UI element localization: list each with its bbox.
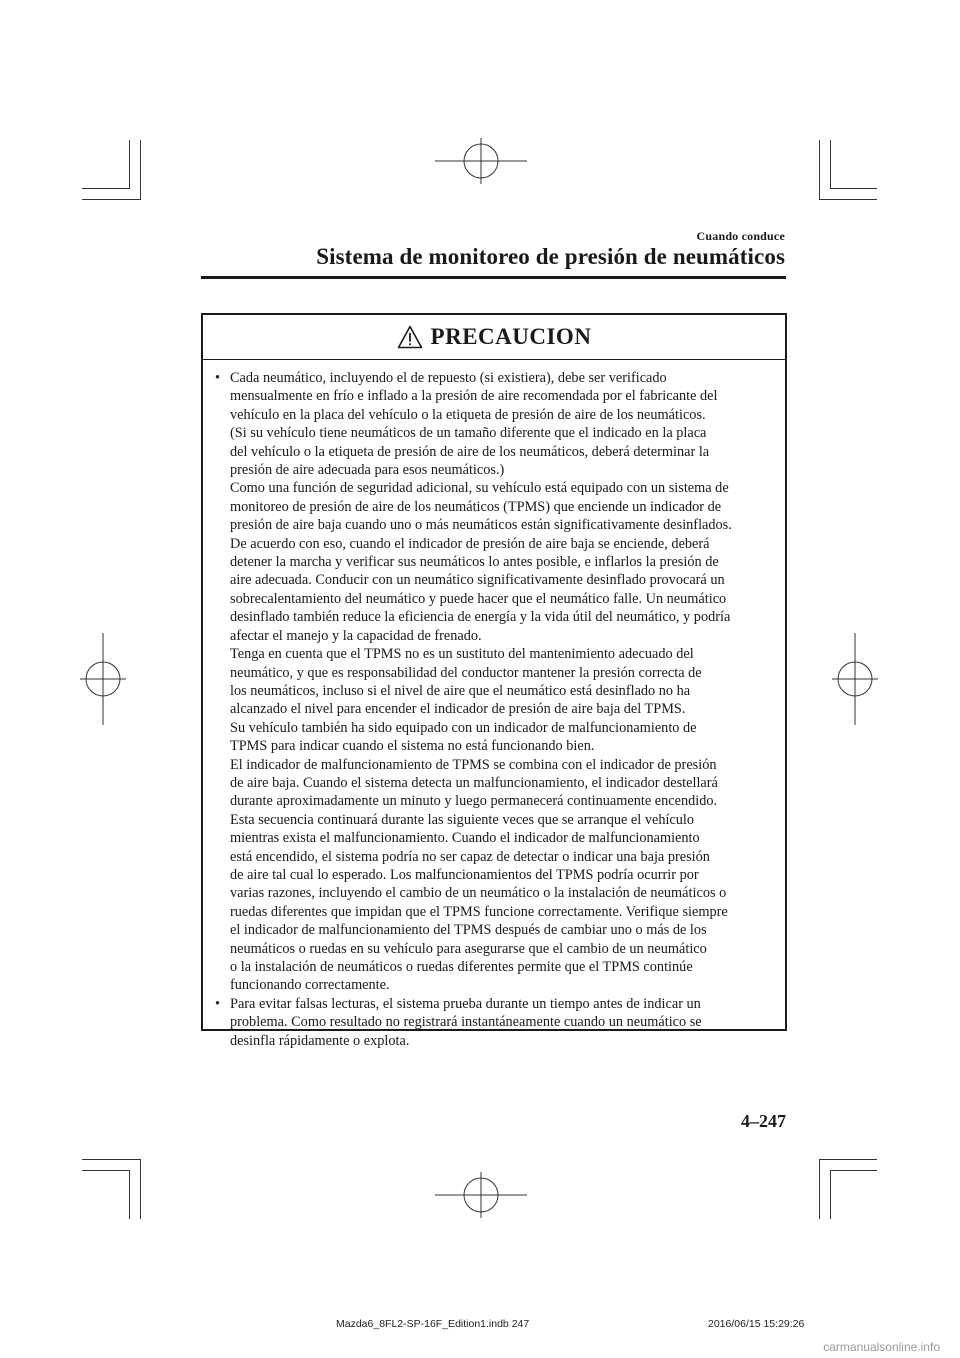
bullet-dot-icon: •	[215, 995, 221, 1012]
registration-mark-right-icon	[832, 633, 878, 725]
caution-item	[215, 369, 771, 995]
registration-mark-bottom-icon	[435, 1172, 527, 1218]
page-title: Sistema de monitoreo de presión de neumáticos	[316, 244, 785, 269]
page-number: 4–247	[741, 1111, 786, 1131]
caution-title: PRECAUCION	[430, 324, 592, 349]
caution-box	[201, 313, 787, 1049]
caution-item	[215, 995, 771, 1050]
caution-item-text: Cada neumático, incluyendo el de repuesto (si existiera), debe ser verificado mensualmente en frío e inflado a la presión de aire recomendada por el fabricante del vehículo en la placa del vehículo o la etiqueta de presión de aire de los neumáticos. (Si su vehículo tiene neumáticos de un tamaño diferente que el indicado en la placa del vehículo o la etiqueta de presión de aire de los neumáticos, deberá determinar la presión de aire adecuada para esos neumáticos.) Como una función de seguridad adicional, su vehículo está equipado con un sistema de monitoreo de presión de aire de los neumáticos (TPMS) que enciende un indicador de presión de aire baja cuando uno o más neumáticos están significativamente desinflados. De acuerdo con eso, cuando el indicador de presión de aire baja se enciende, deberá detener la marcha y verificar sus neumáticos lo antes posible, e inflarlos la presión de aire adecuada. Conducir con un neumático significativamente desinflado provocará un sobrecalentamiento del neumático y puede hacer que el neumático falle. Un neumático desinflado también reduce la eficiencia de energía y la vida útil del neumático, y podría afectar el manejo y la capacidad de frenado. Tenga en cuenta que el TPMS no es un sustituto del mantenimiento adecuado del neumático, y que es responsabilidad del conductor mantener la presión correcta de los neumáticos, incluso si el nivel de aire que el neumático está desinflado no ha alcanzado el nivel para encender el indicador de presión de aire baja del TPMS. Su vehículo también ha sido equipado con un indicador de malfuncionamiento de TPMS para indicar cuando el sistema no está funcionando bien. El indicador de malfuncionamiento de TPMS se combina con el indicador de presión de aire baja. Cuando el sistema detecta un malfuncionamiento, el indicador destellará durante aproximadamente un minuto y luego permanecerá continuamente encendido. Esta secuencia continuará durante las siguiente veces que se arranque el vehículo mientras exista el malfuncionamiento. Cuando el indicador de malfuncionamiento está encendido, el sistema podría no ser capaz de detectar o indicar una baja presión de aire tal cual lo esperado. Los malfuncionamientos del TPMS podría ocurrir por varias razones, incluyendo el cambio de un neumático o la instalación de neumáticos o ruedas diferentes que impidan que el TPMS funcione correctamente. Verifique siempre el indicador de malfuncionamiento del TPMS después de cambiar uno o más de los neumáticos o ruedas en su vehículo para asegurarse que el cambio de un neumático o la instalación de neumáticos o ruedas diferentes permite que el TPMS continúe funcionando correctamente.	[230, 370, 732, 994]
warning-triangle-icon	[397, 325, 423, 349]
caution-body	[203, 360, 785, 1050]
registration-mark-top-icon	[435, 138, 527, 184]
footer-datetime: 2016/06/15 15:29:26	[708, 1318, 805, 1330]
section-label: Cuando conduce	[696, 229, 785, 243]
bullet-dot-icon: •	[215, 370, 221, 386]
title-rule	[201, 276, 786, 279]
caution-header	[203, 315, 785, 360]
watermark-text: carmanualsonline.info	[823, 1340, 940, 1354]
registration-mark-left-icon	[80, 633, 126, 725]
caution-item-text: Para evitar falsas lecturas, el sistema prueba durante un tiempo antes de indicar un problema. Como resultado no registrará instantáneamente cuando un neumático se desinfla rápidamente o explota.	[230, 995, 702, 1049]
footer-file: Mazda6_8FL2-SP-16F_Edition1.indb 247	[336, 1318, 530, 1330]
